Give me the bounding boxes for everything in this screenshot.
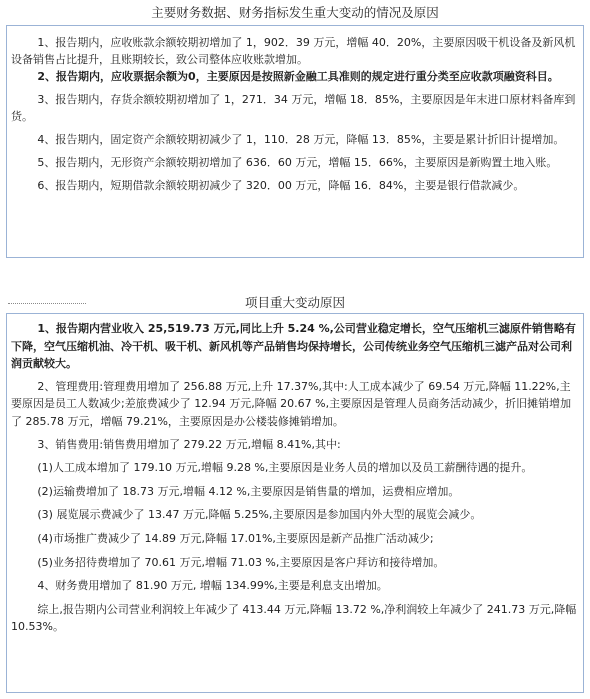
section2-item-3-5: (5)业务招待费增加了 70.61 万元,增幅 71.03 %,主要原因是客户拜访和接待增加。 <box>37 555 445 569</box>
section2-item-2: 2、管理费用:管理费用增加了 256.88 万元,上升 17.37%,其中:人工成本减少了 69.54 万元,降幅 11.22%,主要原因是员工人数减少;差旅费减少了 12.94 万元,降幅 20.67 %,主要原因是管理人员商务活动减少，折旧摊销增加了 285.78 万元，增幅 79.21%，主要原因是办公楼装修摊销增加。 <box>11 379 572 428</box>
section2-text-box <box>6 313 584 693</box>
section2-item-4: 4、财务费用增加了 81.90 万元, 增幅 134.99%,主要是利息支出增加。 <box>37 579 388 593</box>
section2-summary: 综上,报告期内公司营业利润较上年减少了 413.44 万元,降幅 13.72 %,净利润较上年减少了 241.73 万元,降幅 10.53%。 <box>11 602 577 634</box>
section1-item-5: 5、报告期内，无形资产余额较期初增加了 636．60 万元，增幅 15．66%，主要原因是新购置土地入账。 <box>37 155 558 169</box>
section2-item-1: 1、报告期内营业收入 25,519.73 万元,同比上升 5.24 %,公司营业稳定增长，空气压缩机三滤原件销售略有下降，空气压缩机油、冷干机、吸干机、新风机等产品销售均保持增长，公司传统业务空气压缩机三滤产品对公司利润贡献较大。 <box>11 322 576 371</box>
section2-item-3-4: (4)市场推广费减少了 14.89 万元,降幅 17.01%,主要原因是新产品推广活动减少; <box>37 531 434 545</box>
section1-title: 主要财务数据、财务指标发生重大变动的情况及原因 <box>151 5 439 20</box>
section1-item-6: 6、报告期内，短期借款余额较期初减少了 320．00 万元，降幅 16．84%，主要是银行借款减少。 <box>37 178 525 192</box>
section1-item-2: 2、报告期内，应收票据余额为0，主要原因是按照新金融工具准则的规定进行重分类至应收款项融资科目。 <box>37 70 559 83</box>
section1-item-3: 3、报告期内，存货余额较期初增加了 1，271．34 万元，增幅 18．85%，主要原因是年末进口原材料备库到货。 <box>11 93 576 123</box>
section1-text-box <box>6 25 584 258</box>
section2-item-3-3: (3) 展览展示费减少了 13.47 万元,降幅 5.25%,主要原因是参加国内外大型的展览会减少。 <box>37 508 482 522</box>
section2-title: 项目重大变动原因 <box>244 295 345 310</box>
section2-item-3-1: (1)人工成本增加了 179.10 万元,增幅 9.28 %,主要原因是业务人员的增加以及员工薪酬待遇的提升。 <box>37 461 533 475</box>
section2-item-3-2: (2)运输费增加了 18.73 万元,增幅 4.12 %,主要原因是销售量的增加，运费相应增加。 <box>37 484 460 498</box>
section1-item-1: 1、报告期内，应收账款余额较期初增加了 1，902．39 万元，增幅 40．20%，主要原因吸干机设备及新风机设备销售占比提升，且账期较长，致公司整体应收账款增加。 <box>11 36 576 66</box>
section1-item-4: 4、报告期内，固定资产余额较期初减少了 1，110．28 万元，降幅 13．85%，主要是累计折旧计提增加。 <box>37 132 565 146</box>
section2-item-3: 3、销售费用:销售费用增加了 279.22 万元,增幅 8.41%,其中: <box>37 437 341 451</box>
